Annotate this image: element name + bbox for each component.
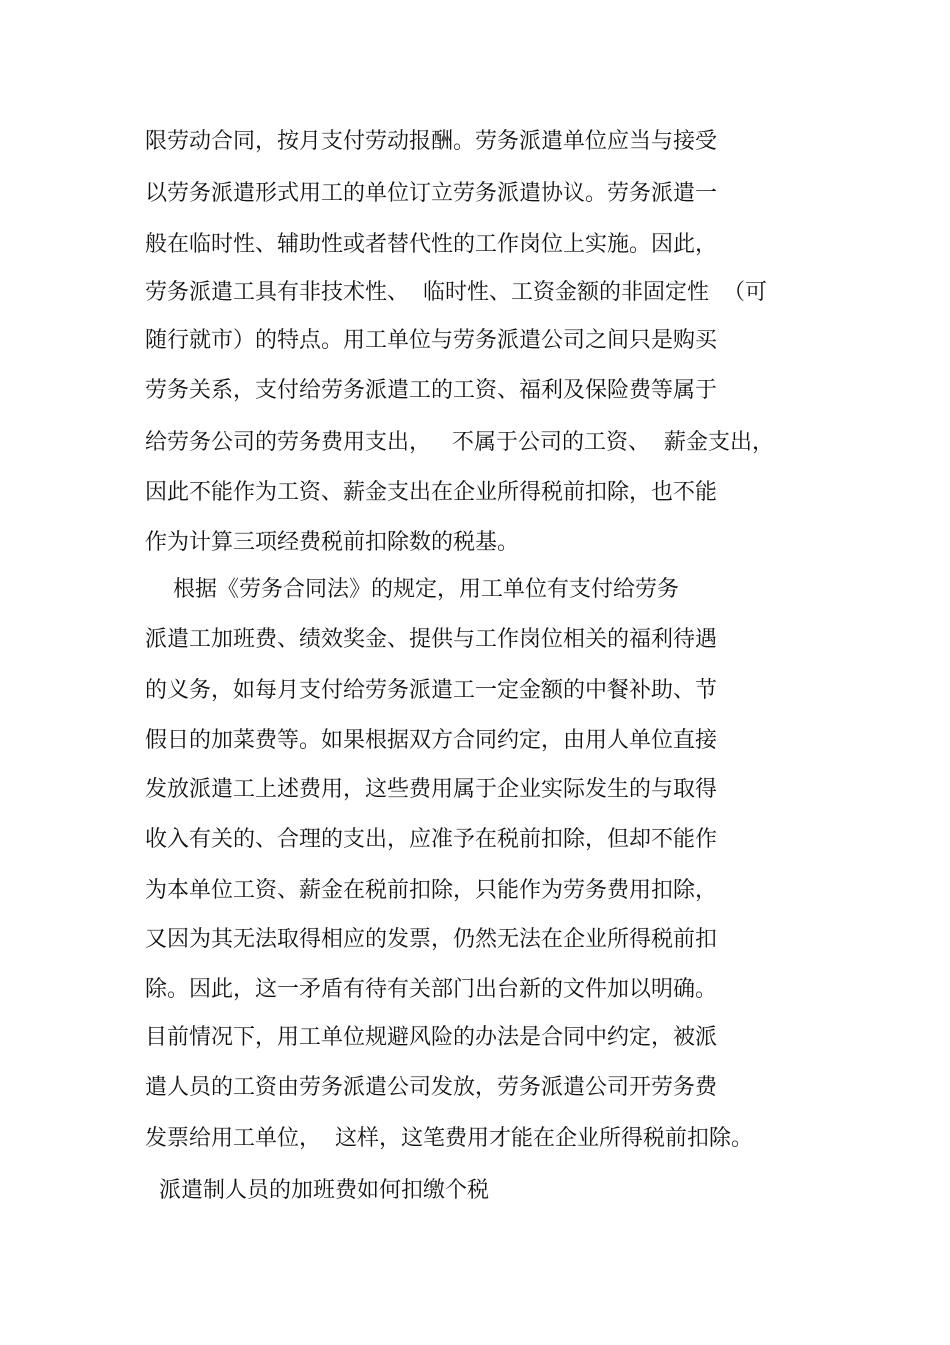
text-line: 派遣工加班费、绩效奖金、提供与工作岗位相关的福利待遇 — [145, 627, 718, 652]
text-line: 根据《劳务合同法》的规定，用工单位有支付给劳务 — [145, 577, 679, 602]
text-line: 为本单位工资、薪金在税前扣除，只能作为劳务费用扣除， — [145, 878, 718, 903]
text-line: 发票给用工单位， 这样，这笔费用才能在企业所得税前扣除。 — [145, 1126, 753, 1151]
text-line: 假日的加菜费等。如果根据双方合同约定，由用人单位直接 — [145, 728, 718, 753]
text-line: 作为计算三项经费税前扣除数的税基。 — [145, 530, 520, 555]
text-line: 发放派遣工上述费用，这些费用属于企业实际发生的与取得 — [145, 777, 718, 802]
text-line: 劳务关系，支付给劳务派遣工的工资、福利及保险费等属于 — [145, 378, 718, 403]
text-line: 的义务，如每月支付给劳务派遣工一定金额的中餐补助、节 — [145, 678, 718, 703]
text-line: 除。因此，这一矛盾有待有关部门出台新的文件加以明确。 — [145, 977, 718, 1002]
text-line: 以劳务派遣形式用工的单位订立劳务派遣协议。劳务派遣一 — [145, 181, 718, 206]
text-line: 给劳务公司的劳务费用支出， 不属于公司的工资、 薪金支出， — [145, 430, 774, 455]
text-line: 又因为其无法取得相应的发票，仍然无法在企业所得税前扣 — [145, 927, 718, 952]
text-line: 收入有关的、合理的支出，应准予在税前扣除，但却不能作 — [145, 827, 718, 852]
text-line: 遣人员的工资由劳务派遣公司发放，劳务派遣公司开劳务费 — [145, 1075, 718, 1100]
text-line: 限劳动合同，按月支付劳动报酬。劳务派遣单位应当与接受 — [145, 129, 718, 154]
text-line: 目前情况下，用工单位规避风险的办法是合同中约定，被派 — [145, 1025, 718, 1050]
section-heading: 派遣制人员的加班费如何扣缴个税 — [145, 1178, 489, 1203]
text-line: 因此不能作为工资、薪金支出在企业所得税前扣除，也不能 — [145, 480, 718, 505]
text-line: 劳务派遣工具有非技术性、 临时性、工资金额的非固定性 （可 — [145, 280, 767, 305]
text-line: 般在临时性、辅助性或者替代性的工作岗位上实施。因此， — [145, 232, 718, 257]
text-line: 随行就市）的特点。用工单位与劳务派遣公司之间只是购买 — [145, 328, 718, 353]
